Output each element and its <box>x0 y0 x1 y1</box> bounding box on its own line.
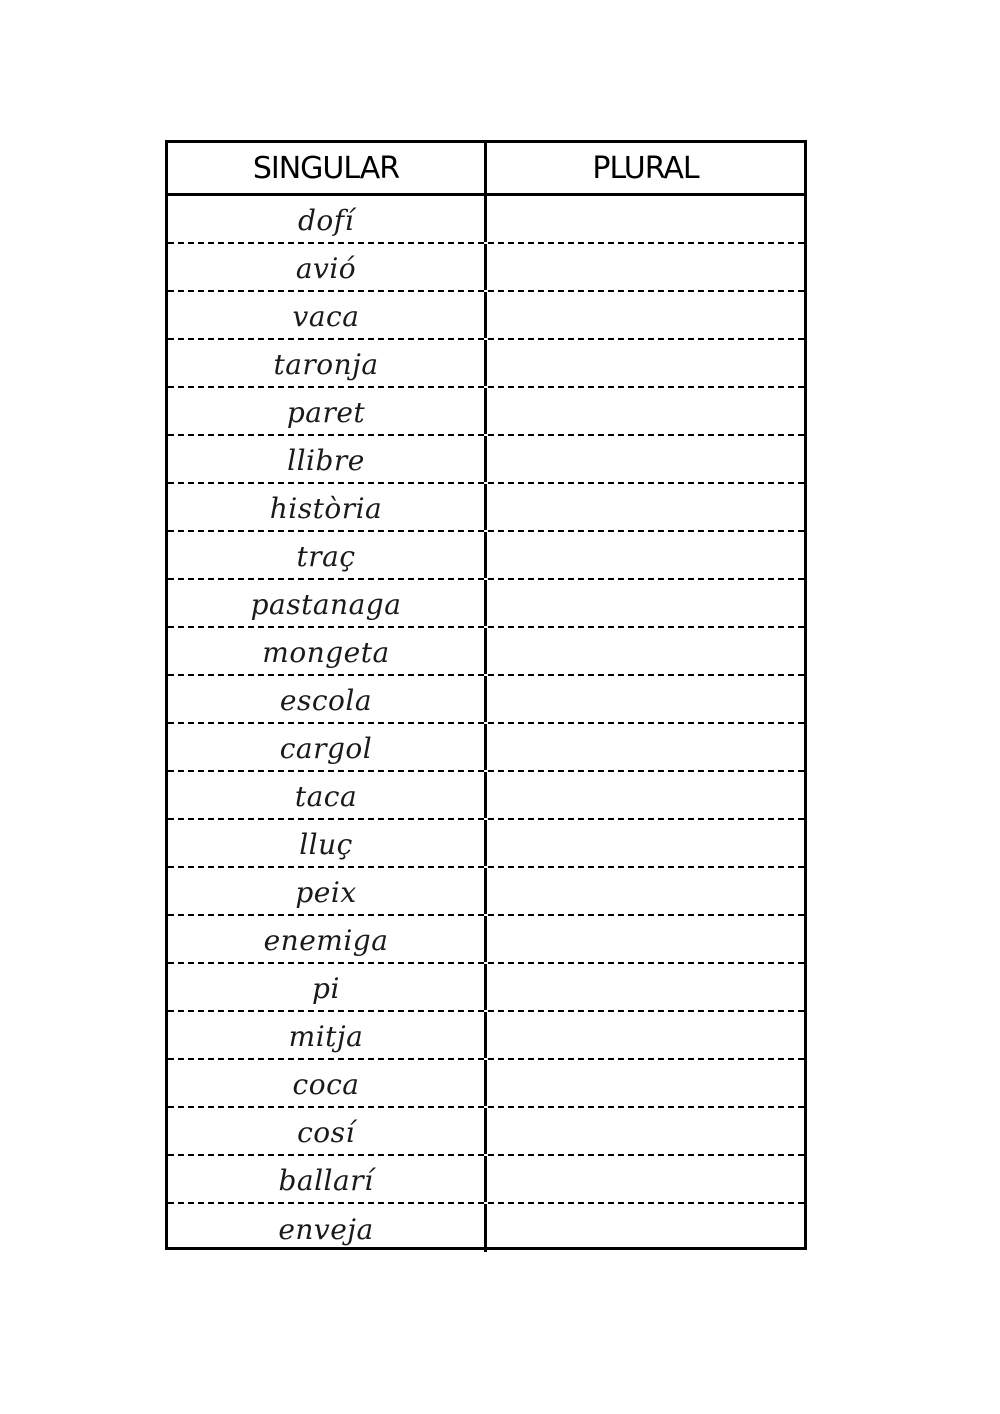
table-row <box>168 388 804 436</box>
singular-cell <box>168 1012 487 1058</box>
plural-cell <box>487 1156 804 1202</box>
plural-cell <box>487 724 804 770</box>
singular-plural-table <box>165 140 807 1250</box>
singular-word: coca <box>292 1067 360 1101</box>
plural-cell <box>487 532 804 578</box>
plural-answer-input[interactable] <box>487 580 804 626</box>
table-row <box>168 196 804 244</box>
singular-word: lluç <box>299 827 353 861</box>
singular-word: traç <box>296 539 356 573</box>
plural-cell <box>487 196 804 242</box>
singular-word: taronja <box>273 347 379 381</box>
plural-answer-input[interactable] <box>487 340 804 386</box>
plural-cell <box>487 244 804 290</box>
table-row <box>168 820 804 868</box>
table-row <box>168 484 804 532</box>
plural-answer-input[interactable] <box>487 628 804 674</box>
singular-cell <box>168 436 487 482</box>
plural-cell <box>487 292 804 338</box>
singular-word: vaca <box>292 299 360 333</box>
singular-cell <box>168 580 487 626</box>
singular-word: pi <box>312 971 340 1005</box>
singular-cell <box>168 676 487 722</box>
singular-word: cargol <box>279 731 373 765</box>
header-singular: SINGULAR <box>168 143 487 193</box>
plural-cell <box>487 484 804 530</box>
table-row <box>168 340 804 388</box>
plural-answer-input[interactable] <box>487 820 804 866</box>
plural-answer-input[interactable] <box>487 772 804 818</box>
singular-word: dofí <box>297 203 355 237</box>
table-row <box>168 1060 804 1108</box>
singular-cell <box>168 1156 487 1202</box>
singular-cell <box>168 292 487 338</box>
plural-cell <box>487 580 804 626</box>
table-row <box>168 1204 804 1252</box>
table-row <box>168 532 804 580</box>
singular-cell <box>168 340 487 386</box>
singular-cell <box>168 196 487 242</box>
singular-word: pastanaga <box>250 587 402 621</box>
table-row <box>168 1156 804 1204</box>
plural-answer-input[interactable] <box>487 532 804 578</box>
plural-cell <box>487 1060 804 1106</box>
plural-answer-input[interactable] <box>487 244 804 290</box>
table-row <box>168 772 804 820</box>
singular-word: cosí <box>297 1115 355 1149</box>
plural-cell <box>487 772 804 818</box>
plural-cell <box>487 436 804 482</box>
plural-cell <box>487 676 804 722</box>
singular-cell <box>168 388 487 434</box>
plural-answer-input[interactable] <box>487 1012 804 1058</box>
plural-answer-input[interactable] <box>487 916 804 962</box>
singular-cell <box>168 1204 487 1252</box>
table-row <box>168 916 804 964</box>
singular-word: llibre <box>287 443 365 477</box>
plural-answer-input[interactable] <box>487 484 804 530</box>
singular-cell <box>168 628 487 674</box>
plural-cell <box>487 340 804 386</box>
table-row <box>168 244 804 292</box>
table-row <box>168 676 804 724</box>
table-row <box>168 964 804 1012</box>
plural-answer-input[interactable] <box>487 1156 804 1202</box>
singular-cell <box>168 484 487 530</box>
plural-cell <box>487 820 804 866</box>
plural-answer-input[interactable] <box>487 436 804 482</box>
table-row <box>168 580 804 628</box>
table-row <box>168 628 804 676</box>
plural-cell <box>487 1204 804 1252</box>
singular-word: peix <box>295 875 357 909</box>
plural-cell <box>487 388 804 434</box>
plural-cell <box>487 1012 804 1058</box>
singular-word: mongeta <box>262 635 390 669</box>
singular-cell <box>168 964 487 1010</box>
singular-word: enemiga <box>263 923 389 957</box>
plural-answer-input[interactable] <box>487 388 804 434</box>
plural-answer-input[interactable] <box>487 676 804 722</box>
table-row <box>168 292 804 340</box>
table-row <box>168 1012 804 1060</box>
singular-word: mitja <box>288 1019 364 1053</box>
singular-cell <box>168 916 487 962</box>
plural-answer-input[interactable] <box>487 964 804 1010</box>
plural-answer-input[interactable] <box>487 868 804 914</box>
table-row <box>168 436 804 484</box>
table-body <box>168 196 804 1252</box>
singular-word: paret <box>286 395 366 429</box>
singular-cell <box>168 868 487 914</box>
singular-cell <box>168 532 487 578</box>
plural-cell <box>487 964 804 1010</box>
singular-word: taca <box>294 779 358 813</box>
plural-answer-input[interactable] <box>487 196 804 242</box>
plural-cell <box>487 1108 804 1154</box>
plural-cell <box>487 916 804 962</box>
plural-cell <box>487 868 804 914</box>
plural-answer-input[interactable] <box>487 292 804 338</box>
singular-word: ballarí <box>278 1163 374 1197</box>
singular-word: escola <box>279 683 373 717</box>
singular-cell <box>168 244 487 290</box>
plural-answer-input[interactable] <box>487 1204 804 1252</box>
singular-cell <box>168 820 487 866</box>
plural-answer-input[interactable] <box>487 1060 804 1106</box>
table-row <box>168 868 804 916</box>
table-row <box>168 1108 804 1156</box>
singular-cell <box>168 1108 487 1154</box>
plural-cell <box>487 628 804 674</box>
plural-answer-input[interactable] <box>487 724 804 770</box>
table-header <box>168 143 804 196</box>
singular-word: avió <box>295 251 357 285</box>
singular-cell <box>168 1060 487 1106</box>
singular-cell <box>168 772 487 818</box>
singular-word: història <box>269 491 383 525</box>
singular-cell <box>168 724 487 770</box>
plural-answer-input[interactable] <box>487 1108 804 1154</box>
table-row <box>168 724 804 772</box>
header-plural: PLURAL <box>592 150 699 186</box>
singular-word: enveja <box>278 1212 374 1246</box>
